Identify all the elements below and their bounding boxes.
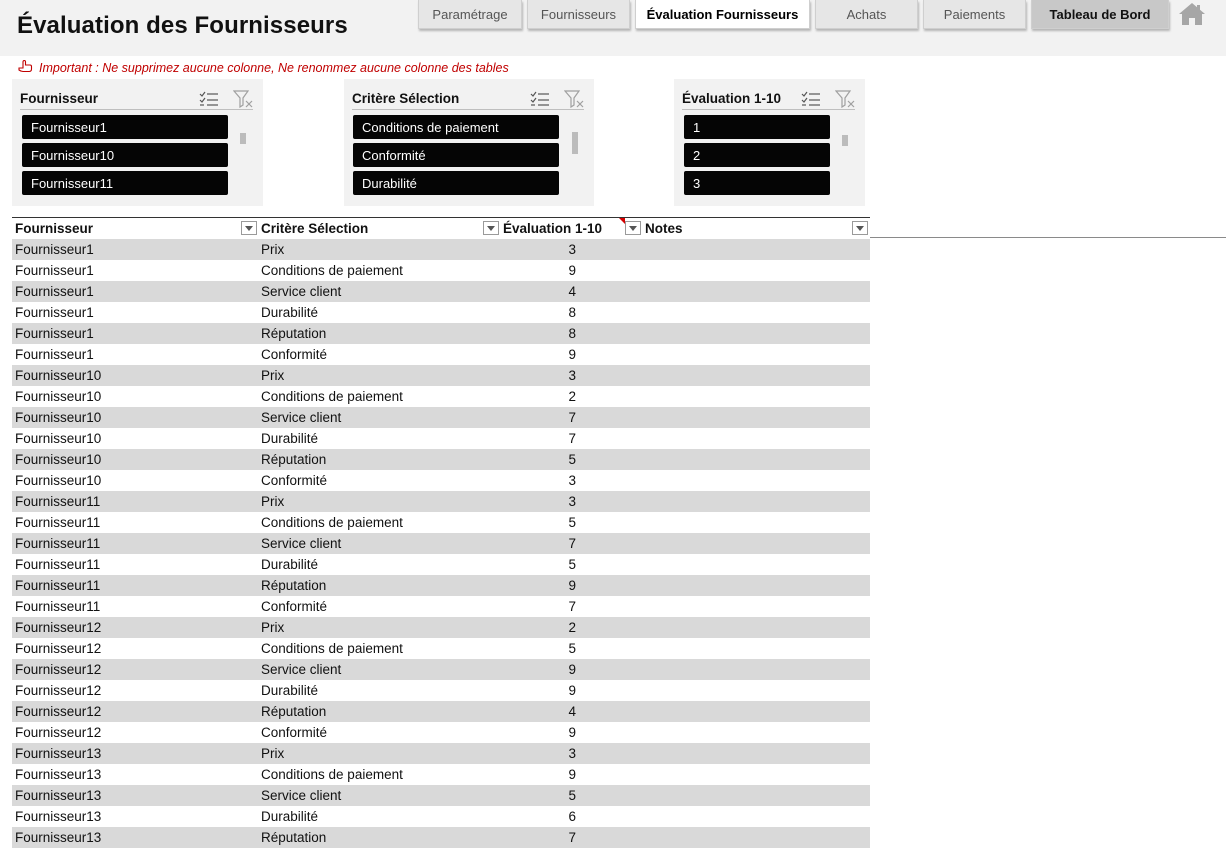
- slicer-header: [20, 88, 253, 110]
- table-row[interactable]: [12, 344, 870, 365]
- slicer-fournisseur: [12, 79, 263, 206]
- cell-evaluation[interactable]: 5: [568, 515, 576, 530]
- cell-fournisseur[interactable]: Fournisseur13: [15, 809, 102, 824]
- cell-evaluation[interactable]: 7: [568, 431, 576, 446]
- table-header: [12, 217, 870, 238]
- table-row[interactable]: [12, 722, 870, 743]
- table-row[interactable]: [12, 638, 870, 659]
- column-header-evaluation[interactable]: Évaluation 1-10: [503, 220, 603, 236]
- cell-fournisseur[interactable]: Fournisseur13: [15, 788, 102, 803]
- table-row[interactable]: [12, 575, 870, 596]
- cell-fournisseur[interactable]: Fournisseur12: [15, 683, 102, 698]
- slicer-item[interactable]: Fournisseur1: [22, 115, 228, 139]
- column-header-fournisseur[interactable]: Fournisseur: [15, 220, 94, 236]
- cell-evaluation[interactable]: 5: [568, 557, 576, 572]
- cell-evaluation[interactable]: 6: [568, 809, 576, 824]
- cell-fournisseur[interactable]: Fournisseur10: [15, 410, 102, 425]
- filter-dropdown-icon[interactable]: [241, 221, 257, 235]
- table-row[interactable]: [12, 827, 870, 848]
- column-header-critere-selection[interactable]: Critère Sélection: [261, 220, 369, 236]
- table-row[interactable]: [12, 365, 870, 386]
- table-row[interactable]: [12, 407, 870, 428]
- table-row[interactable]: [12, 428, 870, 449]
- cell-evaluation[interactable]: 8: [568, 326, 576, 341]
- cell-fournisseur[interactable]: Fournisseur12: [15, 662, 102, 677]
- slicer-item[interactable]: 1: [684, 115, 830, 139]
- cell-critere[interactable]: Conditions de paiement: [261, 767, 403, 782]
- cell-critere[interactable]: Service client: [261, 410, 342, 425]
- cell-critere[interactable]: Conditions de paiement: [261, 263, 403, 278]
- cell-fournisseur[interactable]: Fournisseur12: [15, 704, 102, 719]
- cell-evaluation[interactable]: 3: [568, 242, 576, 257]
- cell-critere[interactable]: Service client: [261, 662, 342, 677]
- cell-evaluation[interactable]: 7: [568, 830, 576, 845]
- cell-critere[interactable]: Réputation: [261, 578, 327, 593]
- cell-critere[interactable]: Réputation: [261, 704, 327, 719]
- page-title: Évaluation des Fournisseurs: [17, 12, 348, 39]
- table-row[interactable]: [12, 659, 870, 680]
- table-row[interactable]: [12, 470, 870, 491]
- cell-evaluation[interactable]: 7: [568, 410, 576, 425]
- cell-fournisseur[interactable]: Fournisseur11: [15, 494, 101, 509]
- cell-fournisseur[interactable]: Fournisseur10: [15, 368, 102, 383]
- slicer-evaluation: [674, 79, 865, 206]
- cell-evaluation[interactable]: 3: [568, 746, 576, 761]
- cell-critere[interactable]: Durabilité: [261, 305, 319, 320]
- slicer-scrollbar[interactable]: [842, 135, 848, 146]
- cell-evaluation[interactable]: 3: [568, 494, 576, 509]
- warning-text: Important : Ne supprimez aucune colonne, Ne renommez aucune colonne des tables: [39, 60, 509, 75]
- table-row[interactable]: [12, 491, 870, 512]
- clear-filter-icon[interactable]: [564, 90, 584, 108]
- cell-fournisseur[interactable]: Fournisseur11: [15, 578, 101, 593]
- cell-evaluation[interactable]: 2: [568, 389, 576, 404]
- cell-critere[interactable]: Durabilité: [261, 431, 319, 446]
- cell-critere[interactable]: Conformité: [261, 725, 328, 740]
- cell-evaluation[interactable]: 5: [568, 452, 576, 467]
- cell-evaluation[interactable]: 4: [568, 284, 576, 299]
- cell-critere[interactable]: Durabilité: [261, 809, 319, 824]
- table-row[interactable]: [12, 785, 870, 806]
- table-row[interactable]: [12, 323, 870, 344]
- filter-dropdown-icon[interactable]: [483, 221, 499, 235]
- tab-evaluation-fournisseurs[interactable]: Évaluation Fournisseurs: [635, 0, 810, 29]
- cell-evaluation[interactable]: 4: [568, 704, 576, 719]
- cell-critere[interactable]: Prix: [261, 242, 285, 257]
- cell-critere[interactable]: Service client: [261, 536, 342, 551]
- table-row[interactable]: [12, 281, 870, 302]
- cell-evaluation[interactable]: 9: [568, 578, 576, 593]
- cell-critere[interactable]: Prix: [261, 494, 285, 509]
- slicer-header: [682, 88, 855, 110]
- cell-evaluation[interactable]: 3: [568, 368, 576, 383]
- table-row[interactable]: [12, 239, 870, 260]
- slicer-title: Fournisseur: [20, 91, 99, 106]
- home-icon[interactable]: [1178, 1, 1206, 27]
- table-row[interactable]: [12, 260, 870, 281]
- slicer-title: Critère Sélection: [352, 91, 460, 106]
- cell-fournisseur[interactable]: Fournisseur1: [15, 263, 94, 278]
- table-row[interactable]: [12, 386, 870, 407]
- cell-evaluation[interactable]: 7: [568, 536, 576, 551]
- table-row[interactable]: [12, 596, 870, 617]
- cell-critere[interactable]: Réputation: [261, 326, 327, 341]
- slicer-title: Évaluation 1-10: [682, 91, 782, 106]
- multi-select-icon[interactable]: [801, 90, 821, 108]
- slicer-item[interactable]: 2: [684, 143, 830, 167]
- warning-message: [17, 59, 509, 76]
- cell-critere[interactable]: Durabilité: [261, 557, 319, 572]
- cell-critere[interactable]: Conditions de paiement: [261, 641, 403, 656]
- cell-fournisseur[interactable]: Fournisseur10: [15, 452, 102, 467]
- table-row[interactable]: [12, 554, 870, 575]
- cell-fournisseur[interactable]: Fournisseur1: [15, 305, 94, 320]
- cell-evaluation[interactable]: 9: [568, 767, 576, 782]
- cell-evaluation[interactable]: 8: [568, 305, 576, 320]
- slicer-critere-selection: [344, 79, 594, 206]
- cell-critere[interactable]: Réputation: [261, 452, 327, 467]
- hand-pointer-icon: [17, 59, 33, 76]
- table-row[interactable]: [12, 764, 870, 785]
- slicer-scrollbar[interactable]: [240, 133, 246, 144]
- cell-critere[interactable]: Conditions de paiement: [261, 389, 403, 404]
- table-row[interactable]: [12, 302, 870, 323]
- column-header-notes[interactable]: Notes: [645, 220, 683, 236]
- filter-dropdown-icon[interactable]: [625, 221, 641, 235]
- tab-fournisseurs[interactable]: Fournisseurs: [527, 0, 630, 29]
- clear-filter-icon[interactable]: [233, 90, 253, 108]
- cell-fournisseur[interactable]: Fournisseur1: [15, 326, 94, 341]
- slicer-item[interactable]: Durabilité: [353, 171, 559, 195]
- cell-critere[interactable]: Durabilité: [261, 683, 319, 698]
- clear-filter-icon[interactable]: [835, 90, 855, 108]
- cell-fournisseur[interactable]: Fournisseur1: [15, 347, 94, 362]
- cell-fournisseur[interactable]: Fournisseur1: [15, 284, 94, 299]
- multi-select-icon[interactable]: [530, 90, 550, 108]
- table-row[interactable]: [12, 701, 870, 722]
- cell-evaluation[interactable]: 9: [568, 725, 576, 740]
- cell-fournisseur[interactable]: Fournisseur11: [15, 536, 101, 551]
- cell-evaluation[interactable]: 5: [568, 641, 576, 656]
- cell-fournisseur[interactable]: Fournisseur11: [15, 515, 101, 530]
- cell-critere[interactable]: Service client: [261, 284, 342, 299]
- cell-critere[interactable]: Prix: [261, 368, 285, 383]
- tab-paiements[interactable]: Paiements: [923, 0, 1026, 29]
- tab-achats[interactable]: Achats: [815, 0, 918, 29]
- tab-parametrage[interactable]: Paramétrage: [418, 0, 522, 29]
- cell-evaluation[interactable]: 3: [568, 473, 576, 488]
- cell-fournisseur[interactable]: Fournisseur10: [15, 431, 102, 446]
- slicer-item[interactable]: Fournisseur10: [22, 143, 228, 167]
- cell-fournisseur[interactable]: Fournisseur11: [15, 557, 101, 572]
- cell-evaluation[interactable]: 9: [568, 263, 576, 278]
- multi-select-icon[interactable]: [199, 90, 219, 108]
- slicer-item[interactable]: Conditions de paiement: [353, 115, 559, 139]
- cell-fournisseur[interactable]: Fournisseur10: [15, 389, 102, 404]
- cell-fournisseur[interactable]: Fournisseur13: [15, 767, 102, 782]
- table-row[interactable]: [12, 617, 870, 638]
- cell-critere[interactable]: Réputation: [261, 830, 327, 845]
- cell-fournisseur[interactable]: Fournisseur11: [15, 599, 101, 614]
- cell-fournisseur[interactable]: Fournisseur12: [15, 620, 102, 635]
- cell-fournisseur[interactable]: Fournisseur10: [15, 473, 102, 488]
- slicer-item[interactable]: Conformité: [353, 143, 559, 167]
- table-row[interactable]: [12, 806, 870, 827]
- cell-fournisseur[interactable]: Fournisseur1: [15, 242, 94, 257]
- slicer-item[interactable]: 3: [684, 171, 830, 195]
- table-row[interactable]: [12, 449, 870, 470]
- cell-fournisseur[interactable]: Fournisseur12: [15, 641, 102, 656]
- tab-tableau-de-bord[interactable]: Tableau de Bord: [1031, 0, 1169, 29]
- cell-evaluation[interactable]: 2: [568, 620, 576, 635]
- table-row[interactable]: [12, 512, 870, 533]
- slicer-scrollbar[interactable]: [572, 132, 578, 154]
- cell-critere[interactable]: Prix: [261, 620, 285, 635]
- cell-critere[interactable]: Conformité: [261, 599, 328, 614]
- table-row[interactable]: [12, 680, 870, 701]
- slicer-header: [352, 88, 584, 110]
- table-body: [12, 239, 870, 848]
- cell-evaluation[interactable]: 7: [568, 599, 576, 614]
- cell-evaluation[interactable]: 9: [568, 662, 576, 677]
- cell-fournisseur[interactable]: Fournisseur13: [15, 830, 102, 845]
- cell-evaluation[interactable]: 9: [568, 683, 576, 698]
- cell-fournisseur[interactable]: Fournisseur12: [15, 725, 102, 740]
- cell-evaluation[interactable]: 9: [568, 347, 576, 362]
- cell-critere[interactable]: Prix: [261, 746, 285, 761]
- cell-critere[interactable]: Conformité: [261, 347, 328, 362]
- cell-evaluation[interactable]: 5: [568, 788, 576, 803]
- cell-fournisseur[interactable]: Fournisseur13: [15, 746, 102, 761]
- filter-dropdown-icon[interactable]: [852, 221, 868, 235]
- cell-critere[interactable]: Conformité: [261, 473, 328, 488]
- cell-critere[interactable]: Conditions de paiement: [261, 515, 403, 530]
- table-row[interactable]: [12, 743, 870, 764]
- cell-critere[interactable]: Service client: [261, 788, 342, 803]
- table-row[interactable]: [12, 533, 870, 554]
- slicer-item[interactable]: Fournisseur11: [22, 171, 228, 195]
